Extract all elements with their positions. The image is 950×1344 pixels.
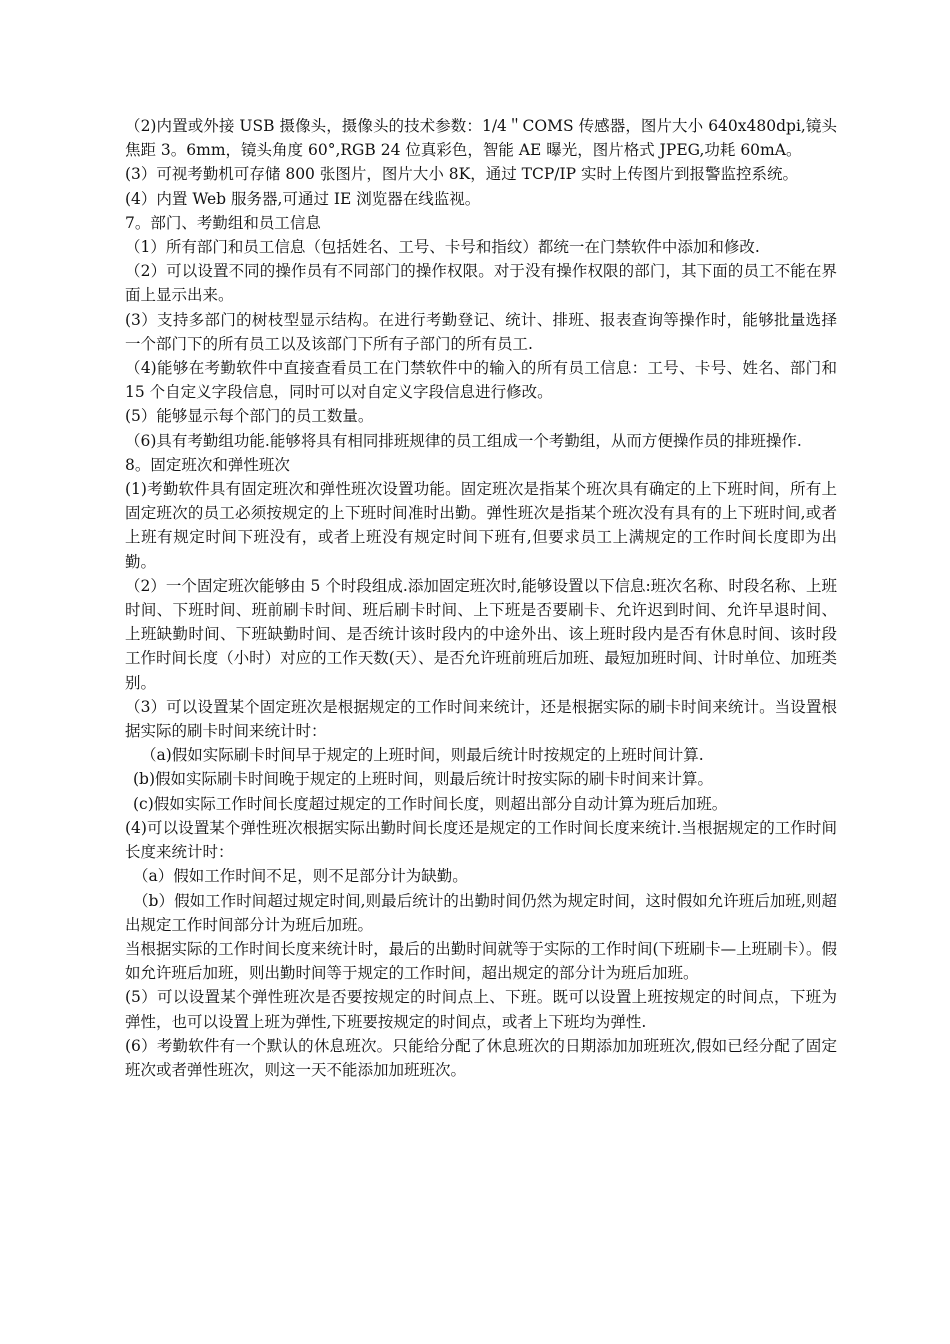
paragraph-web-server: (4）内置 Web 服务器,可通过 IE 浏览器在线监视。 xyxy=(125,189,481,208)
paragraph-8-4: (4)可以设置某个弹性班次根据实际出勤时间长度还是规定的工作时间长度来统计.当根据规定的工作时间长度来统计时： xyxy=(125,818,837,862)
section-heading-7: 7。部门、考勤组和员工信息 xyxy=(125,213,321,232)
document-page xyxy=(125,114,837,1082)
paragraph-8-3-a: （a)假如实际刷卡时间早于规定的上班时间，则最后统计时按规定的上班时间计算. xyxy=(141,746,704,765)
paragraph-8-2: （2）一个固定班次能够由 5 个时段组成.添加固定班次时,能够设置以下信息:班次名称、时段名称、上班时间、下班时间、班前刷卡时间、班后刷卡时间、上下班是否要刷卡、允许迟到时间、允许早退时间、上班缺勤时间、下班缺勤时间、是否统计该时段内的中途外出、该上班时段内是否有休息时间、该时段工作时间长度（小时）对应的工作天数(天）、是否允许班前班后加班、最短加班时间、计时单位、加班类别。 xyxy=(125,576,837,692)
paragraph-8-1: (1)考勤软件具有固定班次和弹性班次设置功能。固定班次是指某个班次具有确定的上下班时间，所有上固定班次的员工必须按规定的上下班时间准时出勤。弹性班次是指某个班次没有具有的上下班时间,或者上班有规定时间下班没有，或者上班没有规定时间下班有,但要求员工上满规定的工作时间长度即为出勤。 xyxy=(125,480,837,571)
section-heading-8: 8。固定班次和弹性班次 xyxy=(125,455,290,474)
paragraph-7-4: （4)能够在考勤软件中直接查看员工在门禁软件中的输入的所有员工信息：工号、卡号、姓名、部门和 15 个自定义字段信息，同时可以对自定义字段信息进行修改。 xyxy=(125,359,837,402)
paragraph-7-2: （2）可以设置不同的操作员有不同部门的操作权限。对于没有操作权限的部门，其下面的员工不能在界面上显示出来。 xyxy=(125,262,837,305)
paragraph-7-3: (3）支持多部门的树枝型显示结构。在进行考勤登记、统计、排班、报表查询等操作时，能够批量选择一个部门下的所有员工以及该部门下所有子部门的所有员工. xyxy=(125,310,837,353)
paragraph-8-3-c: (c)假如实际工作时间长度超过规定的工作时间长度，则超出部分自动计算为班后加班。 xyxy=(133,794,728,813)
paragraph-7-5: (5）能够显示每个部门的员工数量。 xyxy=(125,407,374,426)
paragraph-8-6: (6）考勤软件有一个默认的休息班次。只能给分配了休息班次的日期添加加班班次,假如已经分配了固定班次或者弹性班次，则这一天不能添加加班班次。 xyxy=(125,1036,837,1079)
paragraph-8-3-b: (b)假如实际刷卡时间晚于规定的上班时间，则最后统计时按实际的刷卡时间来计算。 xyxy=(133,770,714,789)
paragraph-8-4-actual: 当根据实际的工作时间长度来统计时，最后的出勤时间就等于实际的工作时间(下班刷卡—上班刷卡）。假如允许班后加班，则出勤时间等于规定的工作时间，超出规定的部分计为班后加班。 xyxy=(125,939,837,983)
paragraph-8-3: （3）可以设置某个固定班次是根据规定的工作时间来统计，还是根据实际的刷卡时间来统计。当设置根据实际的刷卡时间来统计时： xyxy=(125,697,837,741)
paragraph-7-6: （6)具有考勤组功能.能够将具有相同排班规律的员工组成一个考勤组，从而方便操作员的排班操作. xyxy=(125,431,802,450)
paragraph-8-5: (5）可以设置某个弹性班次是否要按规定的时间点上、下班。既可以设置上班按规定的时间点，下班为弹性，也可以设置上班为弹性,下班要按规定的时间点，或者上下班均为弹性. xyxy=(125,988,837,1031)
paragraph-image-storage: (3）可视考勤机可存储 800 张图片，图片大小 8K，通过 TCP/IP 实时上传图片到报警监控系统。 xyxy=(125,165,798,184)
paragraph-8-4-b: （b）假如工作时间超过规定时间,则最后统计的出勤时间仍然为规定时间，这时假如允许班后加班,则超出规定工作时间部分计为班后加班。 xyxy=(125,891,837,934)
paragraph-8-4-a: （a）假如工作时间不足，则不足部分计为缺勤。 xyxy=(133,867,468,886)
paragraph-7-1: （1）所有部门和员工信息（包括姓名、工号、卡号和指纹）都统一在门禁软件中添加和修改. xyxy=(125,238,760,257)
paragraph-camera-specs: （2)内置或外接 USB 摄像头，摄像头的技术参数：1/4＂COMS 传感器，图片大小 640x480dpi,镜头焦距 3。6mm，镜头角度 60°,RGB 24 位真彩色，智能 AE 曝光，图片格式 JPEG,功耗 60mA。 xyxy=(125,117,837,160)
